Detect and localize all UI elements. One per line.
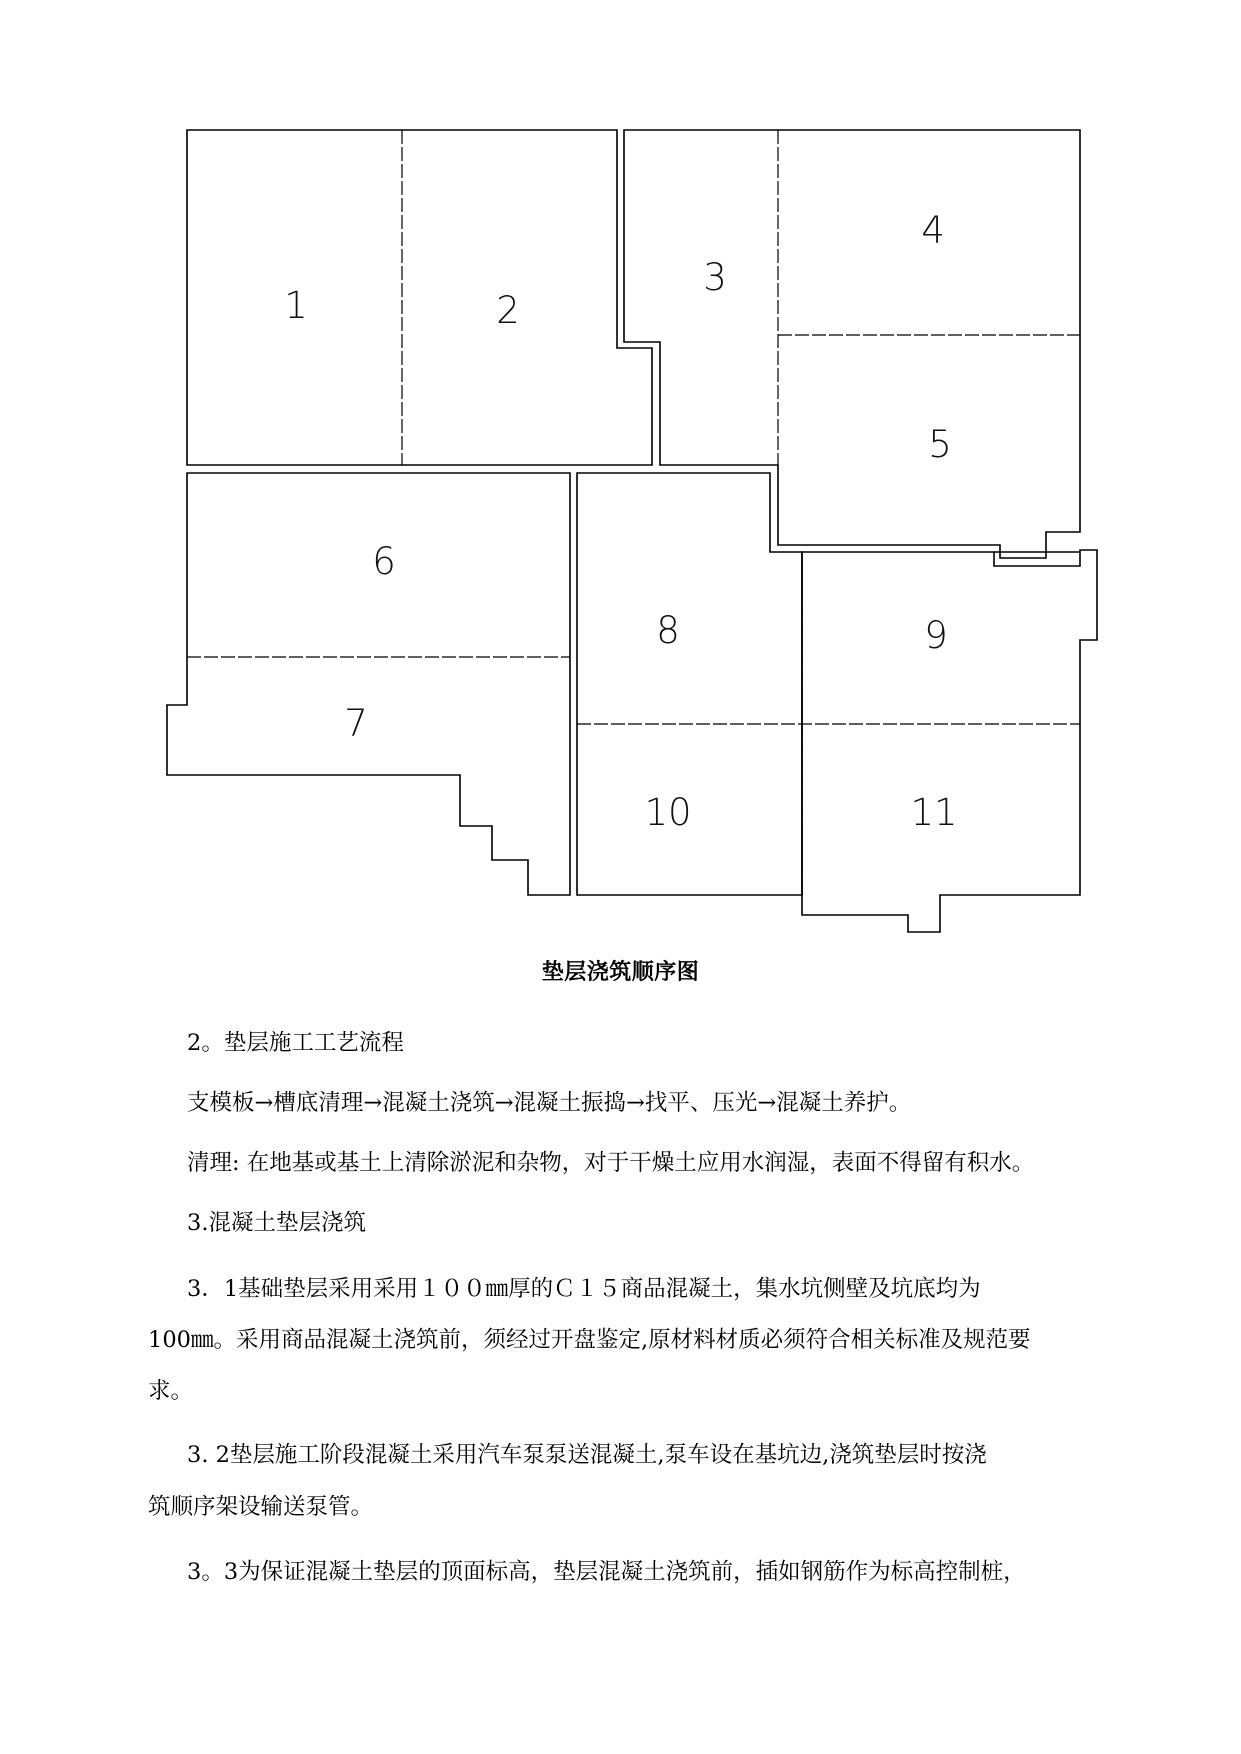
zone-label-7: 3 — [703, 256, 727, 299]
zone-label-3: 9 — [924, 614, 948, 657]
cleanup-paragraph: 清理: 在地基或基土上清除淤泥和杂物，对于干燥土应用水润湿，表面不得留有积水。 — [187, 1150, 1035, 1176]
block-outline-10-11 — [167, 473, 570, 895]
paragraph-3-3-line-1: 3。3为保证混凝土垫层的顶面标高，垫层混凝土浇筑前，插如钢筋作为标高控制桩， — [187, 1559, 1026, 1585]
section-heading-2: 2。垫层施工工艺流程 — [187, 1030, 404, 1056]
block-outline-7-6-5 — [624, 130, 1080, 558]
paragraph-3-1-line-1: 3．1基础垫层采用采用１００㎜厚的Ｃ１５商品混凝土，集水坑侧壁及坑底均为 — [187, 1276, 981, 1302]
zone-label-9: 1 — [284, 284, 308, 327]
zone-label-4: 8 — [656, 609, 680, 652]
zone-label-8: 2 — [496, 289, 520, 332]
diagram-caption: 垫层浇筑顺序图 — [541, 959, 700, 985]
section-heading-3: 3.混凝土垫层浇筑 — [187, 1210, 366, 1236]
zone-label-10: 6 — [372, 540, 396, 583]
block-outline-3-1 — [802, 550, 1097, 932]
paragraph-3-2-line-1: 3. 2垫层施工阶段混凝土采用汽车泵泵送混凝土,泵车设在基坑边,浇筑垫层时按浇 — [187, 1442, 987, 1468]
paragraph-3-2-line-2: 筑顺序架设输送泵管。 — [148, 1494, 374, 1520]
zone-label-1: 11 — [910, 791, 958, 834]
zone-label-2: 10 — [644, 791, 692, 834]
paragraph-3-1-line-2: 100㎜。采用商品混凝土浇筑前，须经过开盘鉴定,原材料材质必须符合相关标准及规范要 — [148, 1327, 1031, 1353]
block-outline-9-8 — [187, 130, 652, 465]
zone-label-5: 5 — [928, 423, 952, 466]
zone-label-6: 4 — [921, 209, 945, 252]
zone-label-11: 7 — [344, 702, 368, 745]
process-flow: 支模板→槽底清理→混凝土浇筑→混凝土振捣→找平、压光→混凝土养护。 — [187, 1090, 912, 1116]
paragraph-3-1-line-3: 求。 — [148, 1378, 194, 1404]
